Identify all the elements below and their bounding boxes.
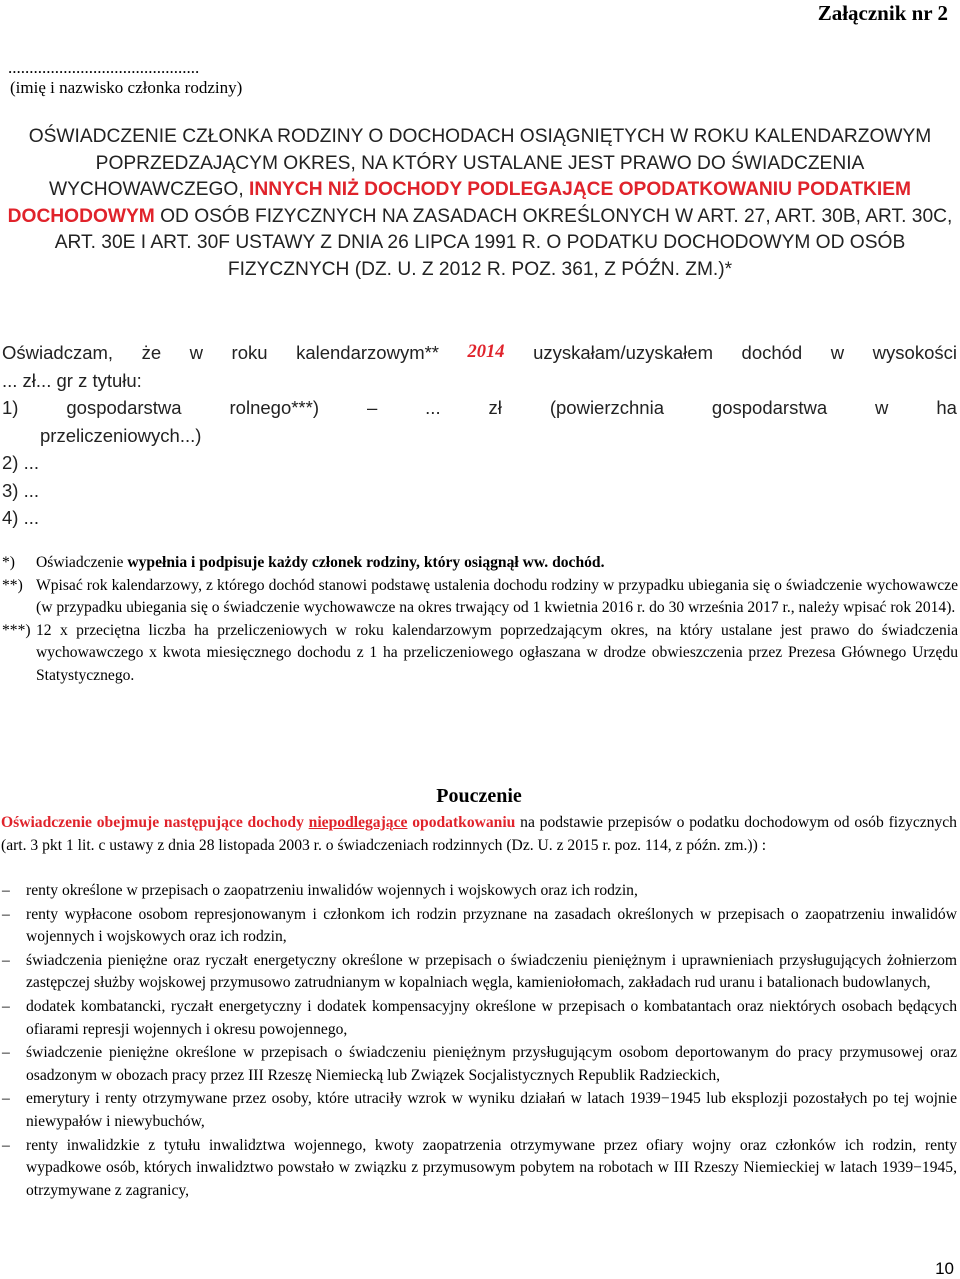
decl-word: wysokości [872, 342, 957, 363]
dash-marker: – [2, 1136, 10, 1154]
declaration-title [0, 124, 960, 284]
list-item-text: świadczenia pieniężne oraz ryczałt energetyczny określone w przepisach o świadczeniu pieniężnym i uprawnieniach przysługujących żołnierzom zastępczej służby wojskowej przymusowo zatrudnianym w kopalniach węgla, kamieniołomach, zakładach rud uranu i batalionach budowlanych, [26, 951, 957, 992]
pouczenie-heading: Pouczenie [436, 785, 522, 807]
annex-label: Załącznik nr 2 [817, 1, 948, 25]
list-item-text: świadczenie pieniężne określone w przepisach o świadczeniu pieniężnym przysługującym osobom deportowanym do pracy przymusowej oraz osadzonym w obozach pracy przez III Rzeszę Niemiecką lub Związek Socjalistycznych Republik Radzieckich, [26, 1044, 957, 1084]
item-word: zł [488, 397, 502, 418]
decl-word: kalendarzowym** [296, 342, 440, 363]
dash-marker: – [2, 951, 10, 969]
declaration-line-2: ... zł... gr z tytułu: [2, 369, 142, 391]
list-item [0, 996, 957, 1041]
title-part2-red: INNYCH NIŻ DOCHODY PODLEGAJĄCE OPODATKOWANIU PODATKIEM DOCHODOWYM [7, 179, 912, 227]
intro-red-text: Oświadczenie obejmuje następujące dochody [1, 814, 309, 831]
footnote-bold-text: wypełnia i podpisuje każdy członek rodziny, który osiągnął ww. dochód. [127, 554, 605, 571]
footnote-text: Wpisać rok kalendarzowy, z którego dochód stanowi podstawę ustalenia dochodu rodziny w przypadku ubiegania się o świadczenie wychowawcze (w przypadku ubiegania się o świadczenie wychowawcze na okres trwający od 1 kwietnia 2016 r. do 30 września 2017 r., należy wpisać rok 2014). [36, 576, 958, 617]
footnote-3 [0, 620, 958, 688]
item-word: (powierzchnia [549, 397, 664, 418]
list-item [0, 1042, 957, 1087]
income-item-1-cont: przeliczeniowych...) [40, 424, 202, 446]
footnote-mark: ***) [2, 621, 31, 639]
footnote-mark: **) [2, 576, 23, 594]
dash-marker: – [2, 882, 10, 899]
item-word: ... [425, 397, 441, 418]
decl-word: w [189, 342, 204, 363]
title-part1: OŚWIADCZENIE CZŁONKA RODZINY O DOCHODACH OSIĄGNIĘTYCH W ROKU KALENDARZOWYM POPRZEDZAJĄCYM OKRES, NA KTÓRY USTALANE JEST PRAWO DO ŚWIADCZENIA WYCHOWAWCZEGO, [28, 126, 932, 201]
list-item-text: renty inwalidzkie z tytułu inwalidztwa wojennego, kwoty zaopatrzenia otrzymywane przez ofiary wojny oraz członków ich rodzin, renty wypadkowe osób, których inwalidztwo powstało w związku z przymusowym pobytem na robotach w III Rzeszy Niemieckiej w latach 1939−1945, otrzymywane z zagranicy, [26, 1136, 957, 1199]
list-item-text: renty wypłacone osobom represjonowanym i członkom ich rodzin przyznane na zasadach określonych w przepisach o zaopatrzeniu inwalidów wojennych i wojskowych oraz ich rodzin, [26, 905, 957, 946]
decl-word: dochód [741, 342, 803, 363]
list-item [0, 1088, 957, 1133]
decl-word: uzyskałam/uzyskałem [533, 342, 713, 363]
footnote-mark: *) [2, 554, 15, 571]
footnotes [0, 552, 958, 688]
item-word: ha [936, 397, 957, 418]
name-dots-field: ............................................. [8, 58, 200, 77]
declaration-line-1 [2, 339, 957, 367]
title-part3: OD OSÓB FIZYCZNYCH NA ZASADACH OKREŚLONYCH W ART. 27, ART. 30B, ART. 30C, ART. 30E I ART. 30F USTAWY Z DNIA 26 LIPCA 1991 R. O PODATKU DOCHODOWYM OD OSÓB FIZYCZNYCH (DZ. U. Z 2012 R. POZ. 361, Z PÓŹN. ZM.)* [54, 205, 953, 280]
list-item-text: emerytury i renty otrzymywane przez osoby, które utraciły wzrok w wyniku działań w latach 1939−1945 lub eksplozji pozostałych po tej wojnie niewypałów i niewybuchów, [26, 1090, 957, 1130]
list-item [0, 880, 957, 903]
list-item [0, 1135, 957, 1203]
item-word: w [875, 397, 889, 418]
dash-marker: – [2, 997, 10, 1015]
item-word: – [366, 397, 378, 418]
item-word: gospodarstwa [66, 397, 182, 418]
list-item-text: dodatek kombatancki, ryczałt energetyczny i dodatek kompensacyjny określone w przepisach o kombatantach oraz niektórych osobach będących ofiarami represji wojennych i okresu powojennego, [26, 997, 957, 1038]
name-label-text: (imię i nazwisko członka rodziny) [10, 78, 243, 97]
income-item-3: 3) ... [2, 479, 40, 501]
decl-word: roku [231, 342, 268, 363]
footnote-text: Oświadczenie [36, 554, 128, 571]
income-item-4: 4) ... [2, 507, 40, 528]
decl-word: Oświadczam, [2, 342, 114, 363]
declaration-body [2, 339, 957, 532]
list-item-text: renty określone w przepisach o zaopatrzeniu inwalidów wojennych i wojskowych oraz ich rodzin, [26, 882, 638, 899]
decl-word: że [141, 342, 162, 363]
intro-red-underlined: niepodlegające [308, 814, 408, 831]
intro-red-text: opodatkowaniu [407, 814, 516, 831]
income-item-2: 2) ... [2, 452, 40, 473]
income-item-1 [2, 394, 957, 422]
list-item [0, 950, 957, 995]
footnote-2 [0, 575, 958, 620]
item-word: gospodarstwa [711, 397, 828, 418]
footnote-text: 12 x przeciętna liczba ha przeliczeniowych w roku kalendarzowym poprzedzającym okres, na który ustalane jest prawo do świadczenia wychowawczego x kwota miesięcznego dochodu z 1 ha przeliczeniowego ogłaszana w drodze obwieszczenia przez Prezesa Głównego Urzędu Statystycznego. [36, 621, 958, 684]
income-types-list [0, 880, 957, 1203]
year-value: 2014 [467, 342, 505, 362]
item-word: rolnego***) [229, 397, 319, 418]
dash-marker: – [2, 1090, 10, 1108]
pouczenie-intro [1, 812, 957, 857]
dash-marker: – [2, 1044, 10, 1062]
footnote-1 [0, 552, 958, 575]
page-number: 10 [935, 1259, 954, 1278]
list-item [0, 904, 957, 949]
dash-marker: – [2, 905, 10, 923]
intro-text: na podstawie przepisów o podatku dochodowym od osób fizycznych (art. 3 pkt 1 lit. c ustawy z dnia 28 listopada 2003 r. o świadczeniach rodzinnych (Dz. U. z 2015 r. poz. 114, z późn. zm.)) : [1, 814, 957, 854]
item-number: 1) [2, 397, 19, 418]
name-field-label [10, 78, 242, 98]
decl-word: w [830, 342, 845, 363]
